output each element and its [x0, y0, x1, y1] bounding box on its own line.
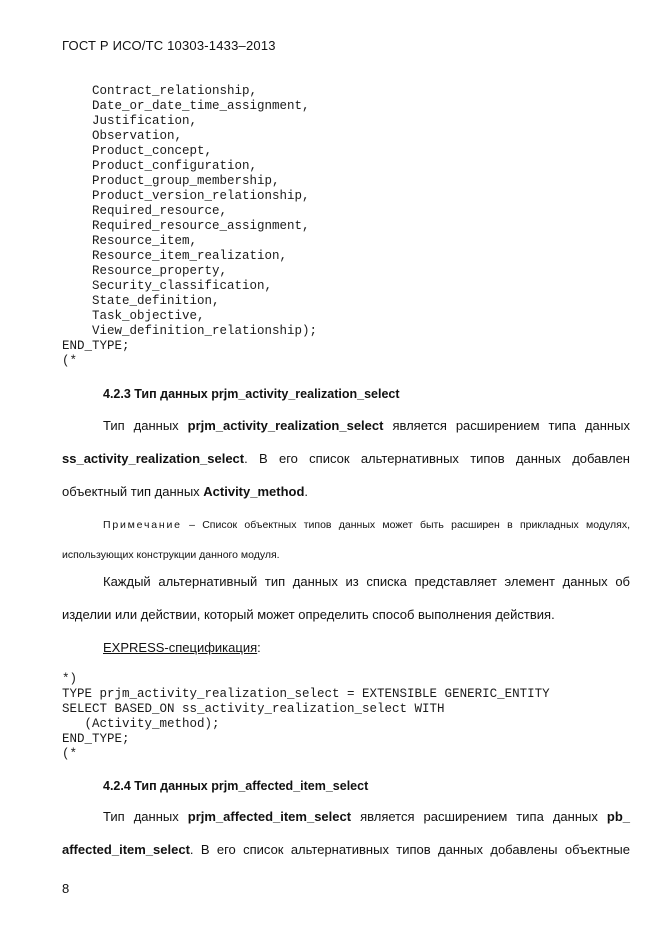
code-block-express — [62, 672, 550, 762]
paragraph-4-2-3-definition — [62, 409, 630, 508]
section-heading-4-2-3: 4.2.3 Тип данных prjm_activity_realization_select — [103, 387, 400, 401]
type-name-bold: pb_ — [606, 809, 631, 824]
code-line: (* — [62, 747, 78, 761]
code-line: Observation, — [62, 129, 183, 143]
type-name-bold: ss_activity_realization_select — [62, 451, 245, 466]
text-run: . — [304, 484, 309, 499]
paragraph-line — [62, 598, 630, 631]
code-line: Resource_item_realization, — [62, 249, 288, 263]
text-run: является расширением типа данных — [383, 418, 630, 433]
code-line: Product_configuration, — [62, 159, 258, 173]
code-line: (* — [62, 354, 78, 368]
code-line: Product_concept, — [62, 144, 213, 158]
text-run: объектный тип данных — [62, 484, 204, 499]
code-line: END_TYPE; — [62, 339, 130, 353]
code-line: View_definition_relationship); — [62, 324, 318, 338]
paragraph-line — [62, 409, 630, 442]
paragraph-line — [62, 565, 630, 598]
section-heading-4-2-4: 4.2.4 Тип данных prjm_affected_item_select — [103, 779, 369, 793]
paragraph-alternatives — [62, 565, 630, 631]
code-line: Product_version_relationship, — [62, 189, 310, 203]
text-run: Тип данных — [103, 418, 188, 433]
express-spec-label — [103, 640, 261, 655]
code-block-type-list — [62, 84, 317, 369]
text-run: . В его список альтернативных типов данных добавлены объектные — [189, 842, 630, 857]
paragraph-line — [62, 475, 630, 508]
paragraph-line — [62, 442, 630, 475]
note-label: Примечание — [103, 519, 182, 531]
code-line: Required_resource_assignment, — [62, 219, 310, 233]
code-line: Contract_relationship, — [62, 84, 258, 98]
page-number: 8 — [62, 881, 70, 896]
code-line: Task_objective, — [62, 309, 205, 323]
code-line: Product_group_membership, — [62, 174, 280, 188]
type-name-bold: affected_item_select — [62, 842, 190, 857]
code-line: State_definition, — [62, 294, 220, 308]
code-line: END_TYPE; — [62, 732, 130, 746]
note-line — [62, 510, 630, 540]
text-run: – Список объектных типов данных может быть расширен в прикладных модулях, — [181, 519, 630, 531]
text-run: Каждый альтернативный тип данных из списка представляет элемент данных об — [103, 574, 630, 589]
paragraph-line — [62, 800, 630, 833]
paragraph-4-2-4-definition — [62, 800, 630, 866]
text-run: . В его список альтернативных типов данных добавлен — [244, 451, 630, 466]
paragraph-line — [62, 833, 630, 866]
code-line: (Activity_method); — [62, 717, 220, 731]
express-spec-link-text: EXPRESS-спецификация — [103, 640, 258, 655]
code-line: Required_resource, — [62, 204, 228, 218]
code-line: Resource_item, — [62, 234, 198, 248]
text-run: изделии или действии, который может определить способ выполнения действия. — [62, 607, 555, 622]
note-block — [62, 510, 630, 570]
text-run: использующих конструкции данного модуля. — [62, 549, 280, 561]
code-line: TYPE prjm_activity_realization_select = EXTENSIBLE GENERIC_ENTITY — [62, 687, 550, 701]
code-line: Justification, — [62, 114, 198, 128]
code-line: Resource_property, — [62, 264, 228, 278]
text-run: : — [257, 640, 261, 655]
text-run: Тип данных — [103, 809, 188, 824]
code-line: SELECT BASED_ON ss_activity_realization_select WITH — [62, 702, 445, 716]
code-line: Date_or_date_time_assignment, — [62, 99, 310, 113]
document-header: ГОСТ Р ИСО/ТС 10303-1433–2013 — [62, 38, 276, 53]
code-line: Security_classification, — [62, 279, 273, 293]
type-name-bold: Activity_method — [203, 484, 305, 499]
code-line: *) — [62, 672, 78, 686]
type-name-bold: prjm_activity_realization_select — [187, 418, 384, 433]
text-run: является расширением типа данных — [351, 809, 607, 824]
type-name-bold: prjm_affected_item_select — [187, 809, 352, 824]
